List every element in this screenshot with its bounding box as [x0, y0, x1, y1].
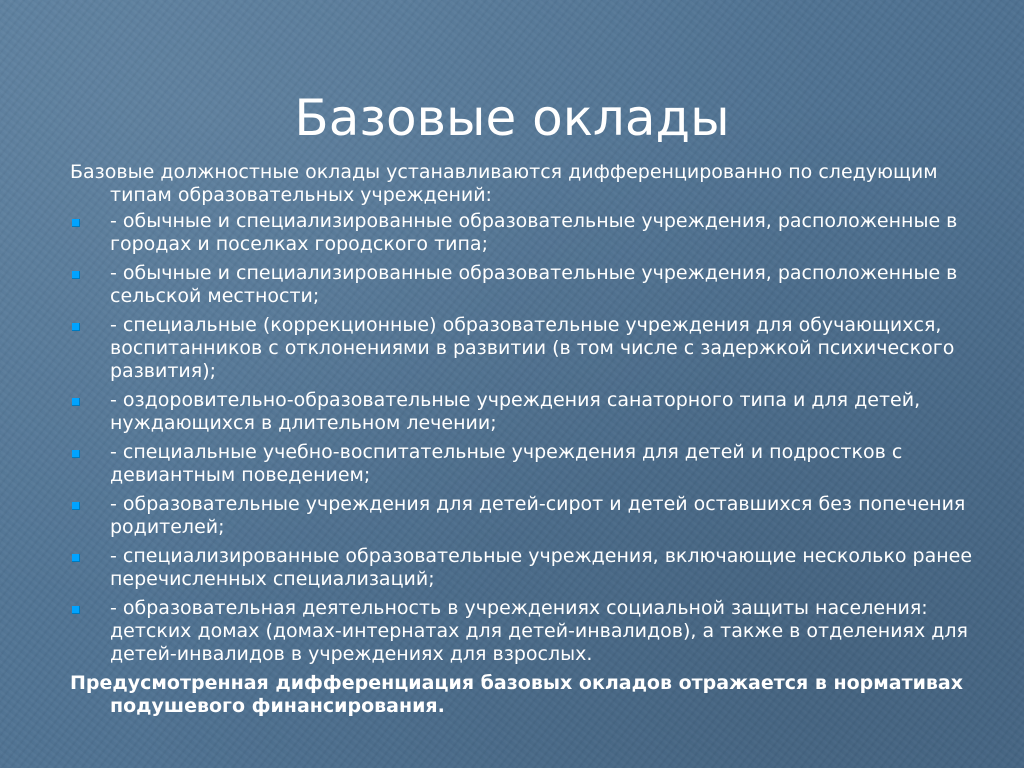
bullet-text: - оздоровительно-образовательные учреждения санаторного типа и для детей, нуждающихся в длительном лечении; [110, 389, 921, 434]
square-bullet-icon [72, 554, 80, 562]
bullet-text: - обычные и специализированные образовательные учреждения, расположенные в сельской местности; [110, 262, 958, 307]
square-bullet-icon [72, 502, 80, 510]
conclusion-paragraph: Предусмотренная дифференциация базовых окладов отражается в нормативах подушевого финансирования. [70, 672, 964, 717]
bullet-item [70, 441, 982, 487]
bullet-list [70, 210, 982, 666]
slide-title: Базовые оклады [294, 89, 730, 147]
bullet-text: - специальные (коррекционные) образовательные учреждения для обучающихся, воспитанников с отклонениями в развитии (в том числе с задержкой психического развития); [110, 314, 955, 382]
slide-content [70, 161, 982, 718]
bullet-item [70, 545, 982, 591]
square-bullet-icon [72, 606, 80, 614]
square-bullet-icon [72, 271, 80, 279]
square-bullet-icon [72, 450, 80, 458]
intro-paragraph: Базовые должностные оклады устанавливаются дифференцированно по следующим типам образовательных учреждений: [70, 161, 938, 206]
bullet-item [70, 389, 982, 435]
square-bullet-icon [72, 219, 80, 227]
bullet-item [70, 597, 982, 666]
bullet-item [70, 262, 982, 308]
bullet-text: - специальные учебно-воспитательные учреждения для детей и подростков с девиантным поведением; [110, 441, 903, 486]
bullet-text: - образовательная деятельность в учреждениях социальной защиты населения: детских домах (домах-интернатах для детей-инвалидов), а также в отделениях для детей-инвалидов в учреждениях для взрослых. [110, 597, 968, 665]
bullet-item [70, 493, 982, 539]
bullet-item [70, 314, 982, 383]
bullet-text: - образовательные учреждения для детей-сирот и детей оставшихся без попечения родителей; [110, 493, 966, 538]
bullet-text: - специализированные образовательные учреждения, включающие несколько ранее перечисленных специализаций; [110, 545, 973, 590]
bullet-item [70, 210, 982, 256]
bullet-text: - обычные и специализированные образовательные учреждения, расположенные в городах и поселках городского типа; [110, 210, 958, 255]
square-bullet-icon [72, 398, 80, 406]
square-bullet-icon [72, 323, 80, 331]
